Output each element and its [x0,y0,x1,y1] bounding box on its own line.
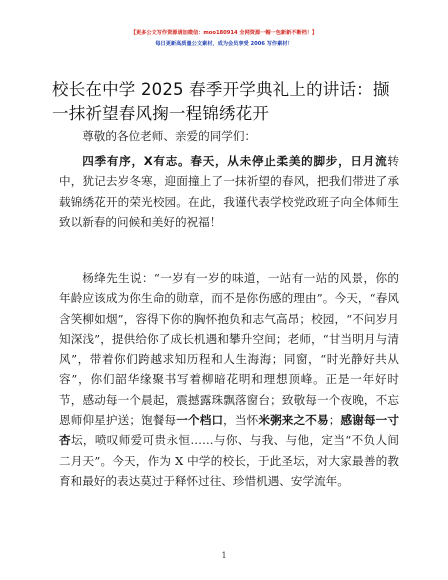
promo-banner-line2: 每日更新高质量公文素材，成为会员享受 2006 写作素材！ [155,41,293,47]
paragraph-2-bold-a: 一个档口 [176,413,224,428]
promo-banner [0,28,448,50]
document-title: 校长在中学 2025 春季开学典礼上的讲话：撷一抹祈望春风掬一程锦绣花开 [52,80,390,123]
paragraph-1 [59,151,399,232]
paragraph-quote [59,268,399,491]
paragraph-2-text-d: 坛，喷叹师爱可贵永恒……与你、与我、与他，定当“不负人间二月天”。今天，作为 X 中学的校长，于此圣坛，对大家最善的教育和最好的表达莫过于释怀过往、珍惜机遇、安学流年。 [59,433,399,488]
paragraph-2-text-a: 杨绛先生说：“一岁有一岁的味道，一站有一站的风景，你的年龄应该成为你生命的勋章，而不是你伤感的理由”。今天，“春风含笑柳如烟”，容得下你的胸怀抱负和志气高昂；校园，“不问岁月知深浅”，提供给你了成长机遇和攀升空间；老师，“甘当明月与清风”，带着你们跨越求知历程和人生海海；同窗，“时光静好共从容”，你们韶华缘聚书写着柳暗花明和理想顶峰。正是一年好时节，感动每一个晨起，震撼露珠飘落窗台；致敬每一个夜晚，不忘恩师仰星护送；饱餐每 [59,271,399,428]
salutation-block [59,126,399,146]
page-number: 1 [221,551,227,560]
paragraph-2-text-b: ，当怀 [223,413,259,428]
paragraph-1-bold-lead: 四季有序，X有志。春天，从未停止柔美的脚步，日月流 [82,154,388,168]
paragraph-2 [59,268,399,491]
salutation: 尊敬的各位老师、亲爱的同学们： [82,129,257,143]
paragraph-opening [59,151,399,232]
paragraph-2-text-c: ； [328,413,341,428]
paragraph-1-text: 转中，犹记去岁冬寒，迎面撞上了一抹祈望的春风，把我们带进了承载锦绣花开的荣光校园。在此，我谨代表学校党政班子向全体师生致以新春的问候和美好的祝福！ [59,154,399,229]
paragraph-2-bold-c: 感谢每一寸杏 [59,413,399,448]
paragraph-2-bold-b: 米粥来之不易 [258,413,329,428]
promo-banner-line1: 【更多公文写作资源请加微信：moo180914 全网资源一帽一包新新不断档！】 [130,30,318,36]
